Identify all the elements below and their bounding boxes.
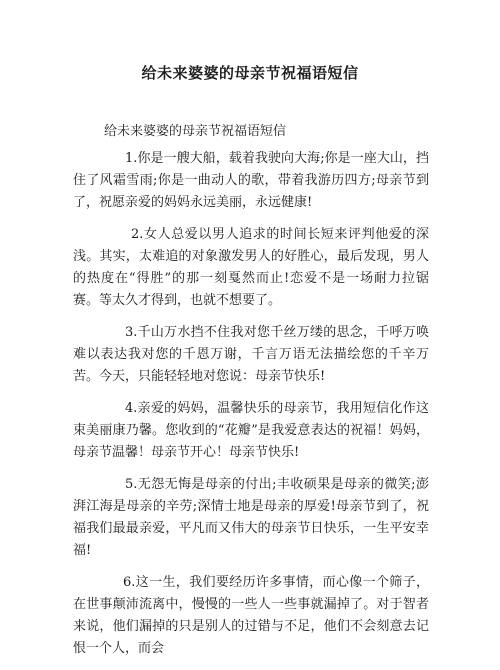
document-title: 给未来婆婆的母亲节祝福语短信	[141, 64, 359, 82]
paragraph-5: 5.无怨无悔是母亲的付出;丰收硕果是母亲的微笑;澎湃江海是母亲的辛劳;深情士地是母亲的厚爱!母亲节到了，祝福我们最最亲爱，平凡而又伟大的母亲节日快乐，一生平安幸福!	[73, 477, 429, 558]
document-body	[73, 148, 429, 670]
paragraph-4: 4.亲爱的妈妈，温馨快乐的母亲节，我用短信化作这束美丽康乃馨。您收到的“花瓣”是我爱意表达的祝福！妈妈，母亲节温馨！母亲节开心！母亲节快乐!	[73, 401, 429, 460]
paragraph-1: 1.你是一艘大船，载着我驶向大海;你是一座大山，挡住了风霜雪雨;你是一曲动人的歌，带着我游历四方;母亲节到了，祝愿亲爱的妈妈永远美丽，永远健康!	[73, 151, 429, 210]
paragraph-6: 6.这一生，我们要经历许多事情，而心像一个筛子，在世事颠沛流离中，慢慢的一些人一些事就漏掉了。对于智者来说，他们漏掉的只是别人的过错与不足，他们不会刻意去记恨一个人，而会	[73, 575, 429, 656]
paragraph-3: 3.千山万水挡不住我对您千丝万缕的思念，千呼万唤难以表达我对您的千恩万谢，千言万语无法描绘您的千辛万苦。今天，只能轻轻地对您说：母亲节快乐!	[73, 325, 429, 384]
paragraph-2: 2.女人总爱以男人追求的时间长短来评判他爱的深浅。其实，太难追的对象激发男人的好胜心，最后发现，男人的热度在“得胜”的那一刻戛然而止!恋爱不是一场耐力拉锯赛。等太久才得到，也就不想要了。	[73, 227, 429, 308]
document-subtitle: 给未来婆婆的母亲节祝福语短信	[104, 124, 287, 139]
